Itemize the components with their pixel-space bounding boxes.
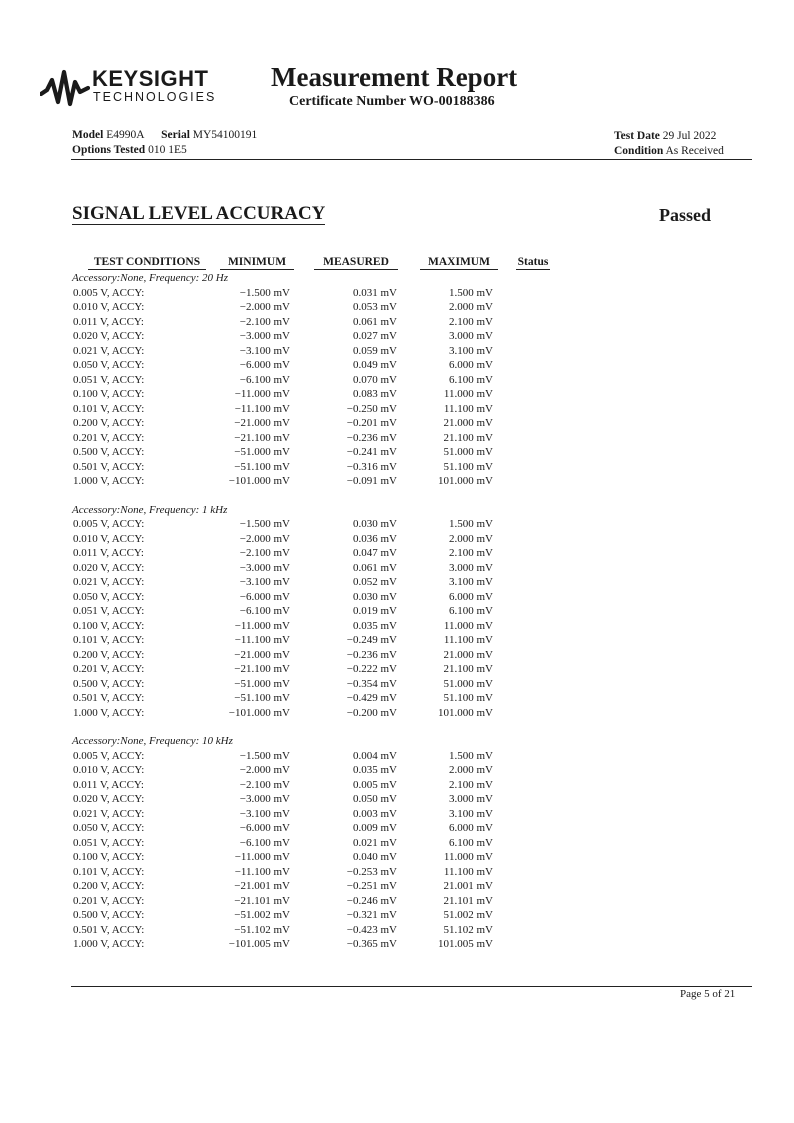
cell-maximum: 6.000 mV: [449, 359, 493, 371]
cell-maximum: 11.000 mV: [443, 388, 493, 400]
cell-test-condition: 0.500 V, ACCY:: [73, 446, 145, 458]
cell-minimum: −3.000 mV: [239, 793, 290, 805]
cell-test-condition: 0.011 V, ACCY:: [73, 778, 144, 791]
cell-measured: 0.061 mV: [353, 315, 397, 328]
cell-minimum: −21.000 mV: [234, 417, 290, 429]
cell-minimum: −6.100 mV: [239, 605, 290, 617]
cell-measured: −0.365 mV: [346, 938, 397, 950]
cell-maximum: 51.100 mV: [443, 460, 493, 473]
table-row: [72, 300, 572, 315]
table-group: [72, 734, 572, 952]
cell-minimum: −21.000 mV: [234, 648, 290, 661]
cell-test-condition: 0.020 V, ACCY:: [73, 330, 145, 342]
cell-minimum: −2.000 mV: [239, 532, 290, 545]
table-row: [72, 908, 572, 923]
cell-maximum: 21.000 mV: [443, 417, 493, 429]
cell-maximum: 51.100 mV: [443, 692, 493, 704]
cell-test-condition: 0.200 V, ACCY:: [73, 648, 145, 661]
table-row: [72, 286, 572, 301]
cell-maximum: 1.500 mV: [449, 286, 493, 299]
cell-minimum: −11.000 mV: [234, 619, 290, 632]
cell-maximum: 21.000 mV: [443, 648, 493, 661]
table-row: [72, 575, 572, 590]
cell-measured: 0.053 mV: [353, 301, 397, 313]
cell-measured: 0.005 mV: [353, 778, 397, 791]
cell-maximum: 2.000 mV: [449, 301, 493, 313]
cell-maximum: 3.100 mV: [449, 344, 493, 357]
cell-minimum: −3.100 mV: [239, 576, 290, 588]
cell-test-condition: 0.005 V, ACCY:: [73, 749, 145, 762]
table-row: [72, 633, 572, 648]
cell-minimum: −51.100 mV: [234, 692, 290, 704]
cell-maximum: 6.100 mV: [449, 836, 493, 849]
report-title: Measurement Report: [271, 62, 518, 92]
footer-divider: [71, 986, 752, 987]
table-row: [72, 792, 572, 807]
table-row: [72, 807, 572, 822]
cell-minimum: −1.500 mV: [239, 518, 290, 530]
table-row: [72, 387, 572, 402]
cell-test-condition: 0.200 V, ACCY:: [73, 417, 145, 429]
cell-test-condition: 0.005 V, ACCY:: [73, 518, 145, 530]
cell-minimum: −3.100 mV: [239, 344, 290, 357]
cell-measured: 0.027 mV: [353, 330, 397, 342]
cell-maximum: 21.100 mV: [443, 663, 493, 675]
cell-minimum: −11.100 mV: [234, 634, 290, 646]
model-value: E4990A: [106, 129, 144, 141]
serial-value: MY54100191: [192, 129, 258, 141]
cell-minimum: −51.000 mV: [234, 677, 290, 690]
cell-minimum: −2.100 mV: [239, 315, 290, 328]
cell-maximum: 21.101 mV: [443, 894, 493, 907]
cell-measured: −0.236 mV: [346, 431, 397, 444]
cell-measured: 0.036 mV: [353, 532, 397, 545]
table-row: [72, 894, 572, 909]
cell-maximum: 6.100 mV: [449, 605, 493, 617]
cell-maximum: 1.500 mV: [449, 518, 493, 530]
cell-measured: 0.059 mV: [353, 344, 397, 357]
cell-maximum: 3.000 mV: [449, 561, 493, 574]
table-body: [72, 271, 572, 952]
cell-maximum: 51.102 mV: [443, 923, 493, 936]
table-row: [72, 517, 572, 532]
table-row: [72, 778, 572, 793]
cell-test-condition: 0.501 V, ACCY:: [73, 923, 145, 936]
table-row: [72, 474, 572, 489]
cell-test-condition: 0.100 V, ACCY:: [73, 619, 145, 632]
cell-minimum: −51.102 mV: [234, 923, 290, 936]
cell-measured: −0.091 mV: [346, 475, 397, 487]
cell-minimum: −51.100 mV: [234, 460, 290, 473]
header-status: Status: [517, 256, 549, 268]
cell-measured: 0.040 mV: [353, 851, 397, 863]
cell-test-condition: 1.000 V, ACCY:: [73, 938, 145, 950]
cell-minimum: −1.500 mV: [239, 749, 290, 762]
page-number: Page 5 of 21: [680, 988, 736, 1000]
cell-maximum: 6.100 mV: [449, 373, 493, 386]
cell-minimum: −3.000 mV: [239, 330, 290, 342]
cell-test-condition: 0.201 V, ACCY:: [73, 894, 145, 907]
cell-measured: 0.061 mV: [353, 561, 397, 574]
table-row: [72, 546, 572, 561]
serial-label: Serial: [161, 129, 190, 141]
header-test-conditions: TEST CONDITIONS: [88, 256, 206, 270]
brand-name: KEYSIGHT: [92, 66, 209, 91]
cell-test-condition: 0.101 V, ACCY:: [73, 402, 145, 415]
cell-test-condition: 0.051 V, ACCY:: [73, 836, 145, 849]
cell-minimum: −21.100 mV: [234, 663, 290, 675]
cell-minimum: −6.100 mV: [239, 836, 290, 849]
cell-test-condition: 1.000 V, ACCY:: [73, 706, 145, 719]
cell-test-condition: 0.010 V, ACCY:: [73, 532, 145, 545]
table-row: [72, 460, 572, 475]
cell-measured: −0.321 mV: [346, 909, 397, 921]
cert-value: WO-00188386: [409, 94, 495, 109]
table-row: [72, 358, 572, 373]
cell-minimum: −3.000 mV: [239, 561, 290, 574]
cell-minimum: −6.100 mV: [239, 373, 290, 386]
cert-label: Certificate Number: [289, 94, 406, 109]
cell-maximum: 3.000 mV: [449, 793, 493, 805]
cell-minimum: −6.000 mV: [239, 822, 290, 834]
cell-maximum: 51.002 mV: [443, 909, 493, 921]
cell-measured: 0.021 mV: [353, 836, 397, 849]
cell-maximum: 2.100 mV: [449, 547, 493, 559]
table-row: [72, 532, 572, 547]
cell-measured: 0.070 mV: [353, 373, 397, 386]
cell-maximum: 51.000 mV: [443, 677, 493, 690]
cell-measured: 0.009 mV: [353, 822, 397, 834]
table-row: [72, 821, 572, 836]
cell-maximum: 101.005 mV: [438, 938, 493, 950]
cell-measured: −0.429 mV: [346, 692, 397, 704]
cell-measured: −0.253 mV: [346, 865, 397, 878]
cell-test-condition: 0.021 V, ACCY:: [73, 807, 145, 820]
table-row: [72, 416, 572, 431]
cell-test-condition: 0.051 V, ACCY:: [73, 373, 145, 386]
cell-maximum: 21.100 mV: [443, 431, 493, 444]
cell-maximum: 1.500 mV: [449, 749, 493, 762]
cell-measured: 0.047 mV: [353, 547, 397, 559]
cell-measured: −0.251 mV: [346, 880, 397, 892]
table-row: [72, 619, 572, 634]
cell-minimum: −6.000 mV: [239, 359, 290, 371]
cell-measured: 0.003 mV: [353, 807, 397, 820]
cell-measured: −0.200 mV: [346, 706, 397, 719]
cell-maximum: 11.000 mV: [443, 619, 493, 632]
section-status: Passed: [659, 205, 712, 225]
table-row: [72, 937, 572, 952]
cell-minimum: −51.002 mV: [234, 909, 290, 921]
cell-test-condition: 0.050 V, ACCY:: [73, 359, 145, 371]
cell-test-condition: 0.005 V, ACCY:: [73, 286, 145, 299]
cell-minimum: −11.100 mV: [234, 865, 290, 878]
table-row: [72, 691, 572, 706]
cell-maximum: 2.100 mV: [449, 778, 493, 791]
table-row: [72, 604, 572, 619]
table-row: [72, 662, 572, 677]
cell-test-condition: 0.100 V, ACCY:: [73, 851, 145, 863]
cell-measured: 0.035 mV: [353, 764, 397, 776]
table-row: [72, 329, 572, 344]
table-row: [72, 431, 572, 446]
cell-measured: 0.083 mV: [353, 388, 397, 400]
cell-maximum: 2.000 mV: [449, 532, 493, 545]
cell-measured: 0.030 mV: [353, 518, 397, 530]
table-row: [72, 648, 572, 663]
cell-test-condition: 0.201 V, ACCY:: [73, 663, 145, 675]
cell-test-condition: 0.050 V, ACCY:: [73, 822, 145, 834]
table-row: [72, 749, 572, 764]
condition-label: Condition: [614, 145, 664, 157]
table-row: [72, 879, 572, 894]
header-divider: [71, 159, 752, 160]
cell-test-condition: 0.500 V, ACCY:: [73, 677, 145, 690]
results-table: [72, 256, 572, 952]
cell-measured: −0.354 mV: [346, 677, 397, 690]
cell-test-condition: 0.100 V, ACCY:: [73, 388, 145, 400]
cell-maximum: 3.100 mV: [449, 807, 493, 820]
cell-maximum: 2.100 mV: [449, 315, 493, 328]
cell-minimum: −2.000 mV: [239, 764, 290, 776]
cell-test-condition: 0.050 V, ACCY:: [73, 590, 145, 603]
test-date-label: Test Date: [614, 130, 660, 142]
cell-maximum: 11.100 mV: [443, 634, 493, 646]
cell-measured: 0.019 mV: [353, 605, 397, 617]
certificate-number: [289, 94, 495, 110]
cell-test-condition: 0.011 V, ACCY:: [73, 315, 144, 328]
cell-minimum: −21.101 mV: [234, 894, 290, 907]
cell-test-condition: 0.501 V, ACCY:: [73, 692, 145, 704]
cell-measured: −0.241 mV: [346, 446, 397, 458]
cell-measured: −0.250 mV: [346, 402, 397, 415]
meta-right: [614, 129, 724, 159]
table-row: [72, 315, 572, 330]
cell-test-condition: 0.501 V, ACCY:: [73, 460, 145, 473]
cell-measured: 0.004 mV: [353, 749, 397, 762]
cell-maximum: 101.000 mV: [438, 475, 493, 487]
section-title: [72, 203, 325, 225]
table-header: [72, 256, 572, 271]
cell-test-condition: 0.020 V, ACCY:: [73, 793, 145, 805]
cell-test-condition: 0.200 V, ACCY:: [73, 880, 145, 892]
cell-measured: −0.222 mV: [346, 663, 397, 675]
table-row: [72, 850, 572, 865]
cell-minimum: −11.000 mV: [234, 851, 290, 863]
cell-test-condition: 0.051 V, ACCY:: [73, 605, 145, 617]
options-value: 010 1E5: [148, 144, 187, 156]
table-row: [72, 923, 572, 938]
options-label: Options Tested: [72, 144, 146, 156]
cell-minimum: −101.000 mV: [228, 475, 290, 487]
table-row: [72, 402, 572, 417]
cell-measured: 0.035 mV: [353, 619, 397, 632]
cell-test-condition: 0.021 V, ACCY:: [73, 576, 145, 588]
cell-maximum: 6.000 mV: [449, 590, 493, 603]
cell-minimum: −21.001 mV: [234, 880, 290, 892]
cell-minimum: −1.500 mV: [239, 286, 290, 299]
cell-test-condition: 0.010 V, ACCY:: [73, 764, 145, 776]
cell-measured: −0.423 mV: [346, 923, 397, 936]
cell-measured: −0.249 mV: [346, 634, 397, 646]
cell-minimum: −2.100 mV: [239, 778, 290, 791]
cell-measured: −0.316 mV: [346, 460, 397, 473]
cell-measured: −0.246 mV: [346, 894, 397, 907]
cell-test-condition: 0.101 V, ACCY:: [73, 634, 145, 646]
keysight-logo: [40, 66, 215, 110]
cell-test-condition: 0.021 V, ACCY:: [73, 344, 145, 357]
cell-maximum: 101.000 mV: [438, 706, 493, 719]
cell-test-condition: 0.011 V, ACCY:: [73, 547, 144, 559]
cell-test-condition: 0.010 V, ACCY:: [73, 301, 145, 313]
cell-minimum: −101.005 mV: [228, 938, 290, 950]
cell-maximum: 21.001 mV: [443, 880, 493, 892]
cell-measured: −0.201 mV: [346, 417, 397, 429]
group-label: Accessory:None, Frequency: 1 kHz: [72, 503, 228, 516]
cell-maximum: 6.000 mV: [449, 822, 493, 834]
model-label: Model: [72, 129, 104, 141]
cell-test-condition: 0.500 V, ACCY:: [73, 909, 145, 921]
table-row: [72, 590, 572, 605]
meta-left: [72, 128, 257, 158]
cell-maximum: 2.000 mV: [449, 764, 493, 776]
cell-minimum: −51.000 mV: [234, 446, 290, 458]
cell-test-condition: 0.020 V, ACCY:: [73, 561, 145, 574]
keysight-waveform-icon: [40, 68, 90, 108]
cell-minimum: −11.000 mV: [234, 388, 290, 400]
group-label: Accessory:None, Frequency: 20 Hz: [72, 272, 228, 284]
cell-minimum: −101.000 mV: [228, 706, 290, 719]
table-row: [72, 445, 572, 460]
cell-measured: 0.049 mV: [353, 359, 397, 371]
cell-test-condition: 1.000 V, ACCY:: [73, 475, 145, 487]
cell-minimum: −21.100 mV: [234, 431, 290, 444]
cell-minimum: −11.100 mV: [234, 402, 290, 415]
cell-measured: 0.031 mV: [353, 286, 397, 299]
table-row: [72, 763, 572, 778]
condition-value: As Received: [665, 145, 724, 157]
test-date-value: 29 Jul 2022: [662, 130, 717, 142]
cell-maximum: 11.100 mV: [443, 865, 493, 878]
header-measured: MEASURED: [314, 256, 398, 270]
section-title-text: SIGNAL LEVEL ACCURACY: [72, 203, 326, 224]
header-minimum: MINIMUM: [220, 256, 294, 270]
cell-minimum: −2.000 mV: [239, 301, 290, 313]
cell-measured: −0.236 mV: [346, 648, 397, 661]
table-group: [72, 503, 572, 721]
cell-maximum: 3.100 mV: [449, 576, 493, 588]
cell-maximum: 11.000 mV: [443, 851, 493, 863]
cell-maximum: 11.100 mV: [443, 402, 493, 415]
table-group: [72, 271, 572, 489]
cell-minimum: −3.100 mV: [239, 807, 290, 820]
table-row: [72, 706, 572, 721]
table-row: [72, 836, 572, 851]
cell-test-condition: 0.201 V, ACCY:: [73, 431, 145, 444]
table-row: [72, 677, 572, 692]
cell-minimum: −6.000 mV: [239, 590, 290, 603]
cell-measured: 0.030 mV: [353, 590, 397, 603]
cell-maximum: 3.000 mV: [449, 330, 493, 342]
table-row: [72, 344, 572, 359]
cell-test-condition: 0.101 V, ACCY:: [73, 865, 145, 878]
table-row: [72, 561, 572, 576]
group-label: Accessory:None, Frequency: 10 kHz: [72, 735, 233, 747]
table-row: [72, 373, 572, 388]
cell-measured: 0.052 mV: [353, 576, 397, 588]
header-maximum: MAXIMUM: [420, 256, 498, 270]
brand-subtitle: TECHNOLOGIES: [93, 90, 217, 104]
table-row: [72, 865, 572, 880]
cell-minimum: −2.100 mV: [239, 547, 290, 559]
cell-maximum: 51.000 mV: [443, 446, 493, 458]
cell-measured: 0.050 mV: [353, 793, 397, 805]
